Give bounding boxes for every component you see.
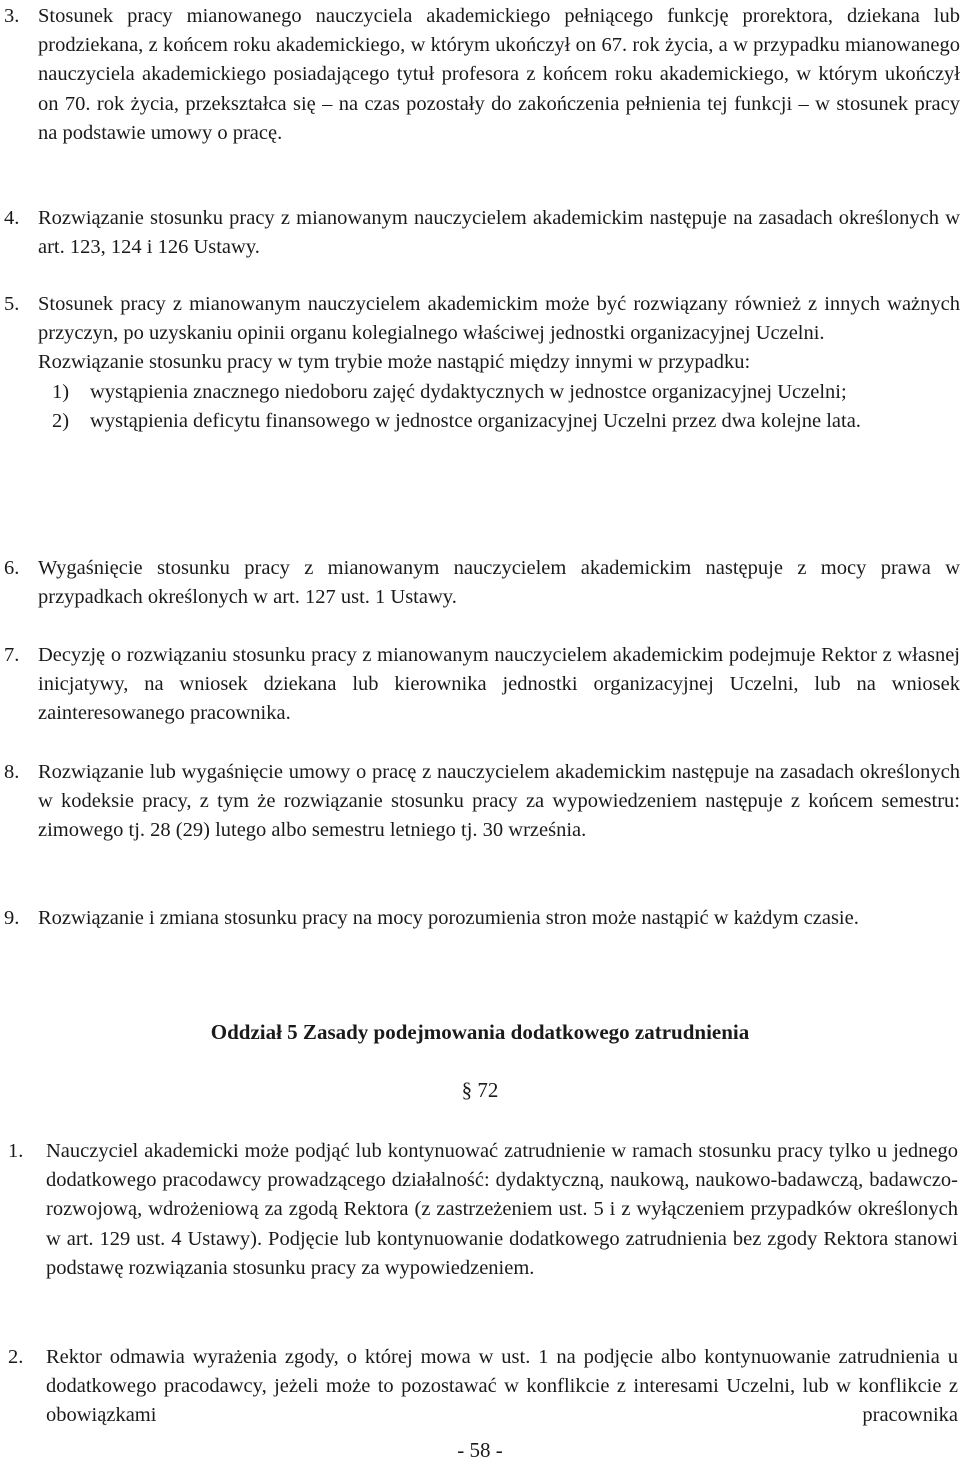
item-text: Nauczyciel akademicki może podjąć lub kontynuować zatrudnienie w ramach stosunku pracy tylko u jednego dodatkowego pracodawcy prowadzącego działalność: dydaktyczną, naukową, naukowo-badawczą, badawczo-rozwojową, wdrożeniową za zgodą Rektora (z zastrzeżeniem ust. 5 i z wyłączeniem przypadków określonych w art. 129 ust. 4 Ustawy). Podjęcie lub kontynuowanie dodatkowego zatrudnienia bez zgody Rektora stanowi podstawę rozwiązania stosunku pracy za wypowiedzeniem. xyxy=(46,1140,958,1279)
item-text: Stosunek pracy z mianowanym nauczycielem akademickim może być rozwiązany również z innych ważnych przyczyn, po uzyskaniu opinii organu kolegialnego właściwej jednostki organizacyjnej Uczelni. xyxy=(38,293,960,345)
paragraph-72-item-1 xyxy=(8,1137,958,1283)
sub-item-text: wystąpienia deficytu finansowego w jednostce organizacyjnej Uczelni przez dwa kolejne lata. xyxy=(90,409,861,432)
item-extra-text: Rozwiązanie stosunku pracy w tym trybie może nastąpić między innymi w przypadku: xyxy=(38,351,751,374)
paragraph-item-7 xyxy=(4,641,960,729)
paragraph-item-9 xyxy=(4,904,960,933)
page-number: - 58 - xyxy=(457,1438,503,1462)
item-number: 3. xyxy=(4,5,20,27)
item-text: Decyzję o rozwiązaniu stosunku pracy z mianowanym nauczycielem akademickim podejmuje Rektor z własnej inicjatywy, na wniosek dziekana lub kierownika jednostki organizacyjnej Uczelni, lub na wniosek zainteresowanego pracownika. xyxy=(38,644,960,725)
item-text: Wygaśnięcie stosunku pracy z mianowanym nauczycielem akademickim następuje z mocy prawa w przypadkach określonych w art. 127 ust. 1 Ustawy. xyxy=(38,557,960,609)
paragraph-item-8 xyxy=(4,758,960,846)
sub-item-number: 2) xyxy=(52,409,70,432)
sub-list-item xyxy=(38,378,960,407)
item-number: 4. xyxy=(4,207,20,229)
item-number: 5. xyxy=(4,293,20,315)
paragraph-item-3 xyxy=(4,2,960,148)
sub-list-item xyxy=(38,407,960,436)
item-number: 7. xyxy=(4,644,20,666)
item-text: Stosunek pracy mianowanego nauczyciela akademickiego pełniącego funkcję prorektora, dziekana lub prodziekana, z końcem roku akademickiego, w którym ukończył on 67. rok życia, a w przypadku mianowanego nauczyciela akademickiego posiadającego tytuł profesora z końcem roku akademickiego, w którym ukończył on 70. rok życia, przekształca się – na czas pozostały do zakończenia pełnienia tej funkcji – w stosunek pracy na podstawie umowy o pracę. xyxy=(38,5,960,144)
item-number: 2. xyxy=(8,1346,24,1368)
item-text: Rektor odmawia wyrażenia zgody, o której mowa w ust. 1 na podjęcie albo kontynuowanie zatrudnienia u dodatkowego pracodawcy, jeżeli może to pozostawać w konflikcie z interesami Uczelni, lub w konflikcie z obowiązkami pracownika xyxy=(46,1346,958,1427)
sub-item-text: wystąpienia znacznego niedoboru zajęć dydaktycznych w jednostce organizacyjnej Uczelni; xyxy=(90,380,847,403)
item-text: Rozwiązanie i zmiana stosunku pracy na mocy porozumienia stron może nastąpić w każdym czasie. xyxy=(38,907,859,929)
item-text: Rozwiązanie stosunku pracy z mianowanym nauczycielem akademickim następuje na zasadach określonych w art. 123, 124 i 126 Ustawy. xyxy=(38,207,960,259)
paragraph-72-item-2 xyxy=(8,1343,958,1431)
item-number: 8. xyxy=(4,761,20,783)
sub-list xyxy=(38,378,960,436)
item-number: 1. xyxy=(8,1140,24,1162)
item-number: 6. xyxy=(4,557,20,579)
item-number: 9. xyxy=(4,907,20,929)
sub-item-number: 1) xyxy=(52,380,70,403)
paragraph-item-5 xyxy=(4,290,960,436)
paragraph-item-6 xyxy=(4,554,960,612)
paragraph-sign: § 72 xyxy=(461,1078,499,1102)
section-heading: Oddział 5 Zasady podejmowania dodatkowego zatrudnienia xyxy=(210,1020,750,1044)
paragraph-item-4 xyxy=(4,204,960,262)
item-text: Rozwiązanie lub wygaśnięcie umowy o pracę z nauczycielem akademickim następuje na zasadach określonych w kodeksie pracy, z tym że rozwiązanie stosunku pracy za wypowiedzeniem następuje z końcem semestru: zimowego tj. 28 (29) lutego albo semestru letniego tj. 30 września. xyxy=(38,761,960,842)
